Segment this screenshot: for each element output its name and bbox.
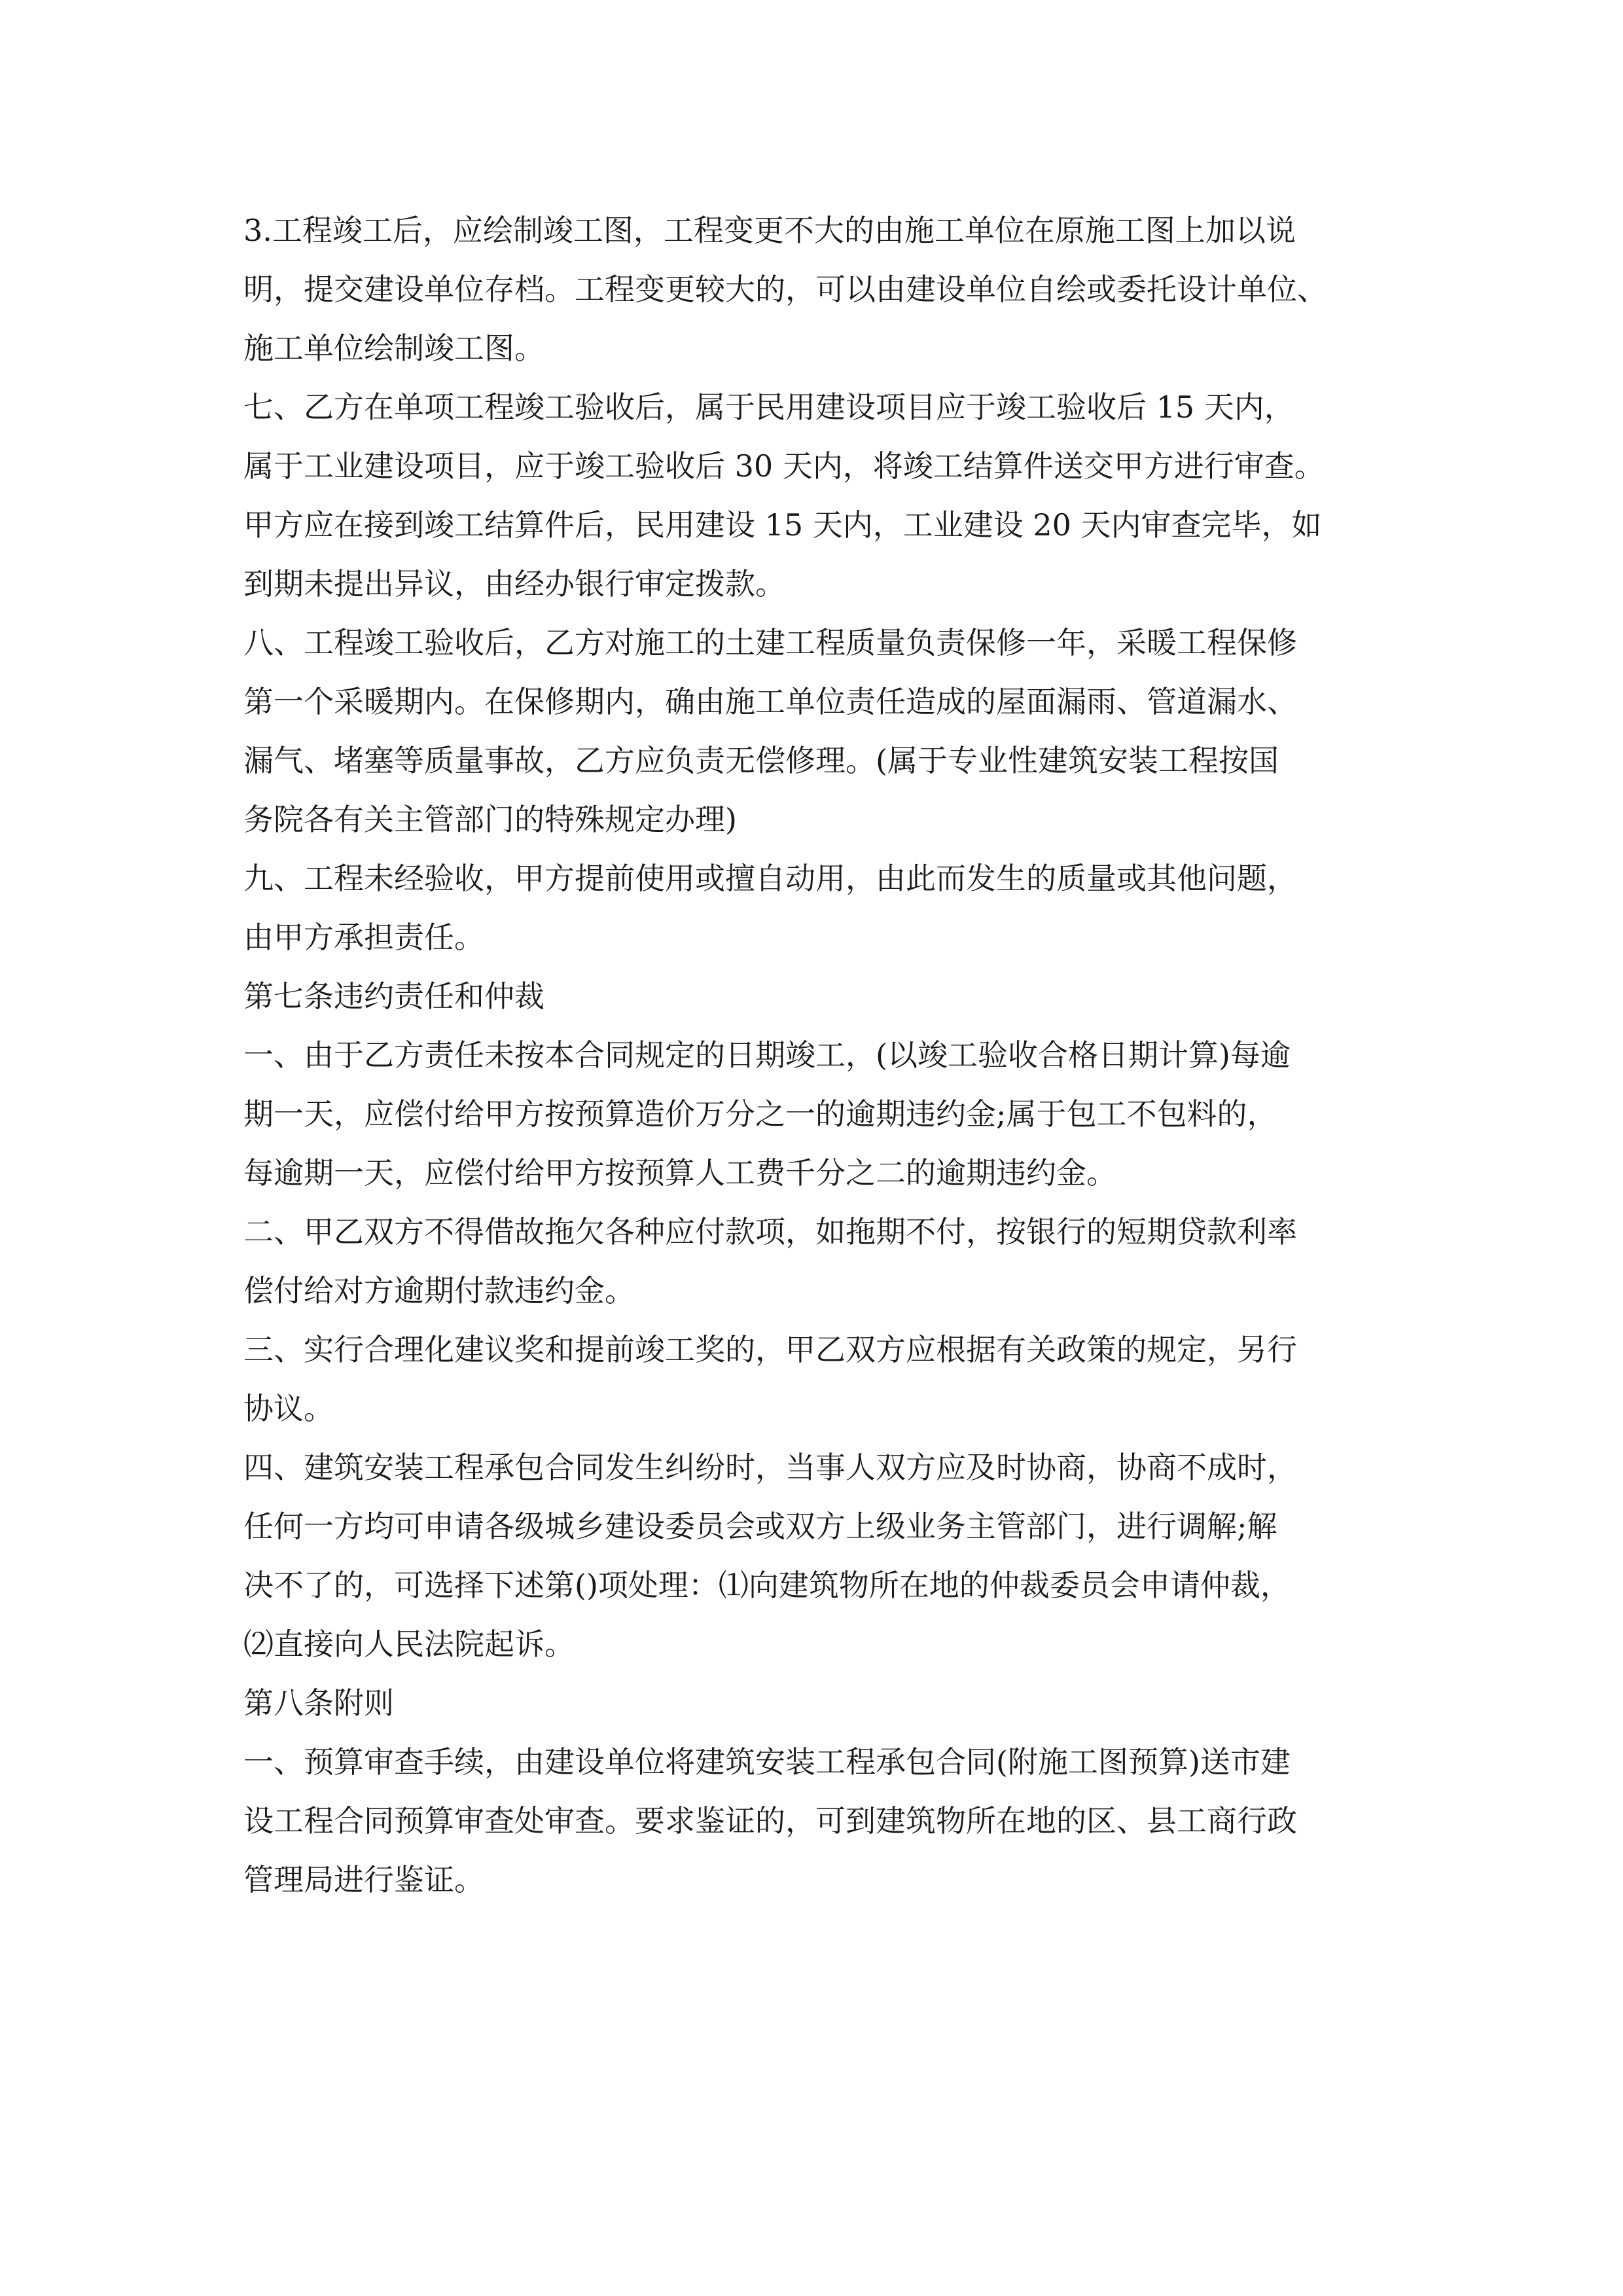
paragraph-line: 偿付给对方逾期付款违约金。 — [243, 1273, 635, 1308]
paragraph-line: 第一个采暖期内。在保修期内，确由施工单位责任造成的屋面漏雨、管道漏水、 — [243, 684, 1297, 719]
paragraph-line: 七、乙方在单项工程竣工验收后，属于民用建设项目应于竣工验收后 15 天内， — [243, 389, 1294, 425]
paragraph-line: 一、预算审查手续，由建设单位将建筑安装工程承包合同(附施工图预算)送市建 — [243, 1744, 1291, 1780]
paragraph-line: 一、由于乙方责任未按本合同规定的日期竣工，(以竣工验收合格日期计算)每逾 — [243, 1037, 1291, 1073]
paragraph-line: 协议。 — [243, 1391, 334, 1426]
paragraph-line: 漏气、堵塞等质量事故，乙方应负责无偿修理。(属于专业性建筑安装工程按国 — [243, 743, 1279, 778]
paragraph-line: 务院各有关主管部门的特殊规定办理) — [243, 802, 737, 837]
paragraph-line: 三、实行合理化建议奖和提前竣工奖的，甲乙双方应根据有关政策的规定，另行 — [243, 1332, 1297, 1367]
section-heading: 第七条违约责任和仲裁 — [243, 978, 544, 1014]
paragraph-line: 施工单位绘制竣工图。 — [243, 331, 544, 366]
paragraph-line: 管理局进行鉴证。 — [243, 1862, 484, 1897]
paragraph-line: 明，提交建设单位存档。工程变更较大的，可以由建设单位自绘或委托设计单位、 — [243, 272, 1327, 307]
paragraph-line: 到期未提出异议，由经办银行审定拨款。 — [243, 566, 785, 601]
paragraph-line: 四、建筑安装工程承包合同发生纠纷时，当事人双方应及时协商，协商不成时， — [243, 1450, 1297, 1485]
paragraph-line: 九、工程未经验收，甲方提前使用或擅自动用，由此而发生的质量或其他问题， — [243, 861, 1297, 896]
paragraph-line: 每逾期一天，应偿付给甲方按预算人工费千分之二的逾期违约金。 — [243, 1155, 1116, 1191]
paragraph-line: 决不了的，可选择下述第()项处理：⑴向建筑物所在地的仲裁委员会申请仲裁， — [243, 1568, 1291, 1603]
paragraph-line: 设工程合同预算审查处审查。要求鉴证的，可到建筑物所在地的区、县工商行政 — [243, 1803, 1297, 1839]
paragraph-line: 二、甲乙双方不得借故拖欠各种应付款项，如拖期不付，按银行的短期贷款利率 — [243, 1214, 1297, 1249]
paragraph-line: 甲方应在接到竣工结算件后，民用建设 15 天内，工业建设 20 天内审查完毕，如 — [243, 507, 1322, 543]
paragraph-line: 属于工业建设项目，应于竣工验收后 30 天内，将竣工结算件送交甲方进行审查。 — [243, 448, 1325, 484]
section-heading: 第八条附则 — [243, 1685, 394, 1721]
paragraph-line: 八、工程竣工验收后，乙方对施工的土建工程质量负责保修一年，采暖工程保修 — [243, 625, 1297, 660]
paragraph-line: 期一天，应偿付给甲方按预算造价万分之一的逾期违约金;属于包工不包料的， — [243, 1096, 1277, 1132]
paragraph-line: ⑵直接向人民法院起诉。 — [243, 1626, 575, 1662]
paragraph-line: 由甲方承担责任。 — [243, 920, 484, 955]
paragraph-line: 任何一方均可申请各级城乡建设委员会或双方上级业务主管部门，进行调解;解 — [243, 1509, 1277, 1544]
paragraph-line: 3.工程竣工后，应绘制竣工图，工程变更不大的由施工单位在原施工图上加以说 — [243, 213, 1296, 248]
